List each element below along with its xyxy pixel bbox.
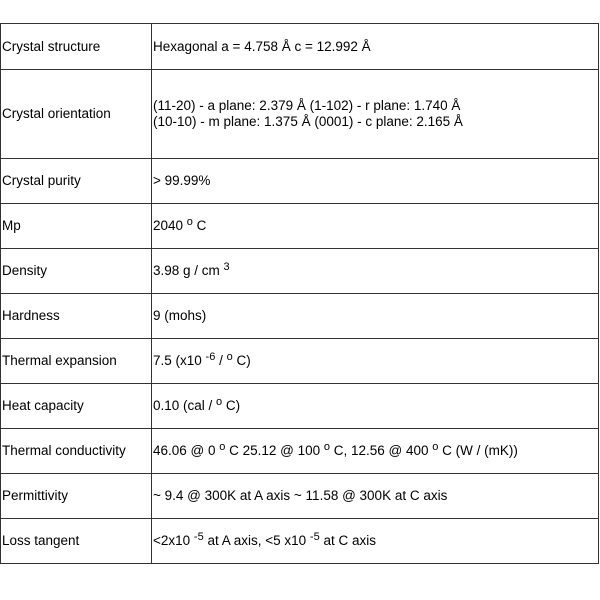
property-label: Loss tangent <box>1 519 152 564</box>
property-label: Crystal orientation <box>1 70 152 159</box>
table-row <box>1 294 599 339</box>
superscript: -5 <box>193 531 204 543</box>
property-label: Mp <box>1 204 152 249</box>
table-row <box>1 429 599 474</box>
property-label: Density <box>1 249 152 294</box>
value-text: C <box>192 218 207 233</box>
property-label: Crystal purity <box>1 159 152 204</box>
table-row <box>1 249 599 294</box>
property-label: Thermal expansion <box>1 339 152 384</box>
property-value: 9 (mohs) <box>152 294 599 339</box>
superscript: 3 <box>223 261 230 273</box>
superscript: o <box>323 441 331 453</box>
table-row <box>1 339 599 384</box>
value-text: 2040 <box>153 218 187 233</box>
property-label: Hardness <box>1 294 152 339</box>
property-value <box>152 519 599 564</box>
property-value <box>152 429 599 474</box>
value-text: 46.06 @ 0 <box>153 443 220 458</box>
property-value <box>152 339 599 384</box>
property-value <box>152 384 599 429</box>
value-text: 0.10 (cal / <box>153 398 217 413</box>
superscript: o <box>186 216 193 228</box>
property-value <box>152 70 599 159</box>
property-value: Hexagonal a = 4.758 Å c = 12.992 Å <box>152 24 599 70</box>
superscript: o <box>216 396 223 408</box>
property-label: Crystal structure <box>1 24 152 70</box>
superscript: -6 <box>205 351 216 363</box>
table-row <box>1 24 599 70</box>
value-line: (11-20) - a plane: 2.379 Å (1-102) - r plane: 1.740 Å <box>153 98 461 113</box>
value-text: C (W / (mK)) <box>438 443 518 458</box>
table-row <box>1 384 599 429</box>
superscript: o <box>219 441 226 453</box>
value-text: <2x10 <box>153 533 194 548</box>
value-text: C, 12.56 @ 400 <box>330 443 433 458</box>
value-text: C 25.12 @ 100 <box>225 443 324 458</box>
property-value: > 99.99% <box>152 159 599 204</box>
superscript: o <box>226 351 233 363</box>
property-value <box>152 204 599 249</box>
table-row <box>1 159 599 204</box>
table-row <box>1 70 599 159</box>
property-label: Permittivity <box>1 474 152 519</box>
value-text: C) <box>222 398 241 413</box>
value-line: (10-10) - m plane: 1.375 Å (0001) - c plane: 2.165 Å <box>153 114 463 129</box>
table-row <box>1 519 599 564</box>
value-text: C) <box>232 353 251 368</box>
property-value: ~ 9.4 @ 300K at A axis ~ 11.58 @ 300K at C axis <box>152 474 599 519</box>
property-label: Thermal conductivity <box>1 429 152 474</box>
table-row <box>1 204 599 249</box>
superscript: o <box>432 441 439 453</box>
sapphire-properties-table <box>0 23 599 564</box>
value-text: at A axis, <5 x10 <box>203 533 310 548</box>
property-label: Heat capacity <box>1 384 152 429</box>
value-text: / <box>215 353 227 368</box>
table-row <box>1 474 599 519</box>
value-text: 3.98 g / cm <box>153 263 224 278</box>
property-value <box>152 249 599 294</box>
value-text: at C axis <box>319 533 376 548</box>
value-text: 7.5 (x10 <box>153 353 206 368</box>
superscript: -5 <box>309 531 320 543</box>
